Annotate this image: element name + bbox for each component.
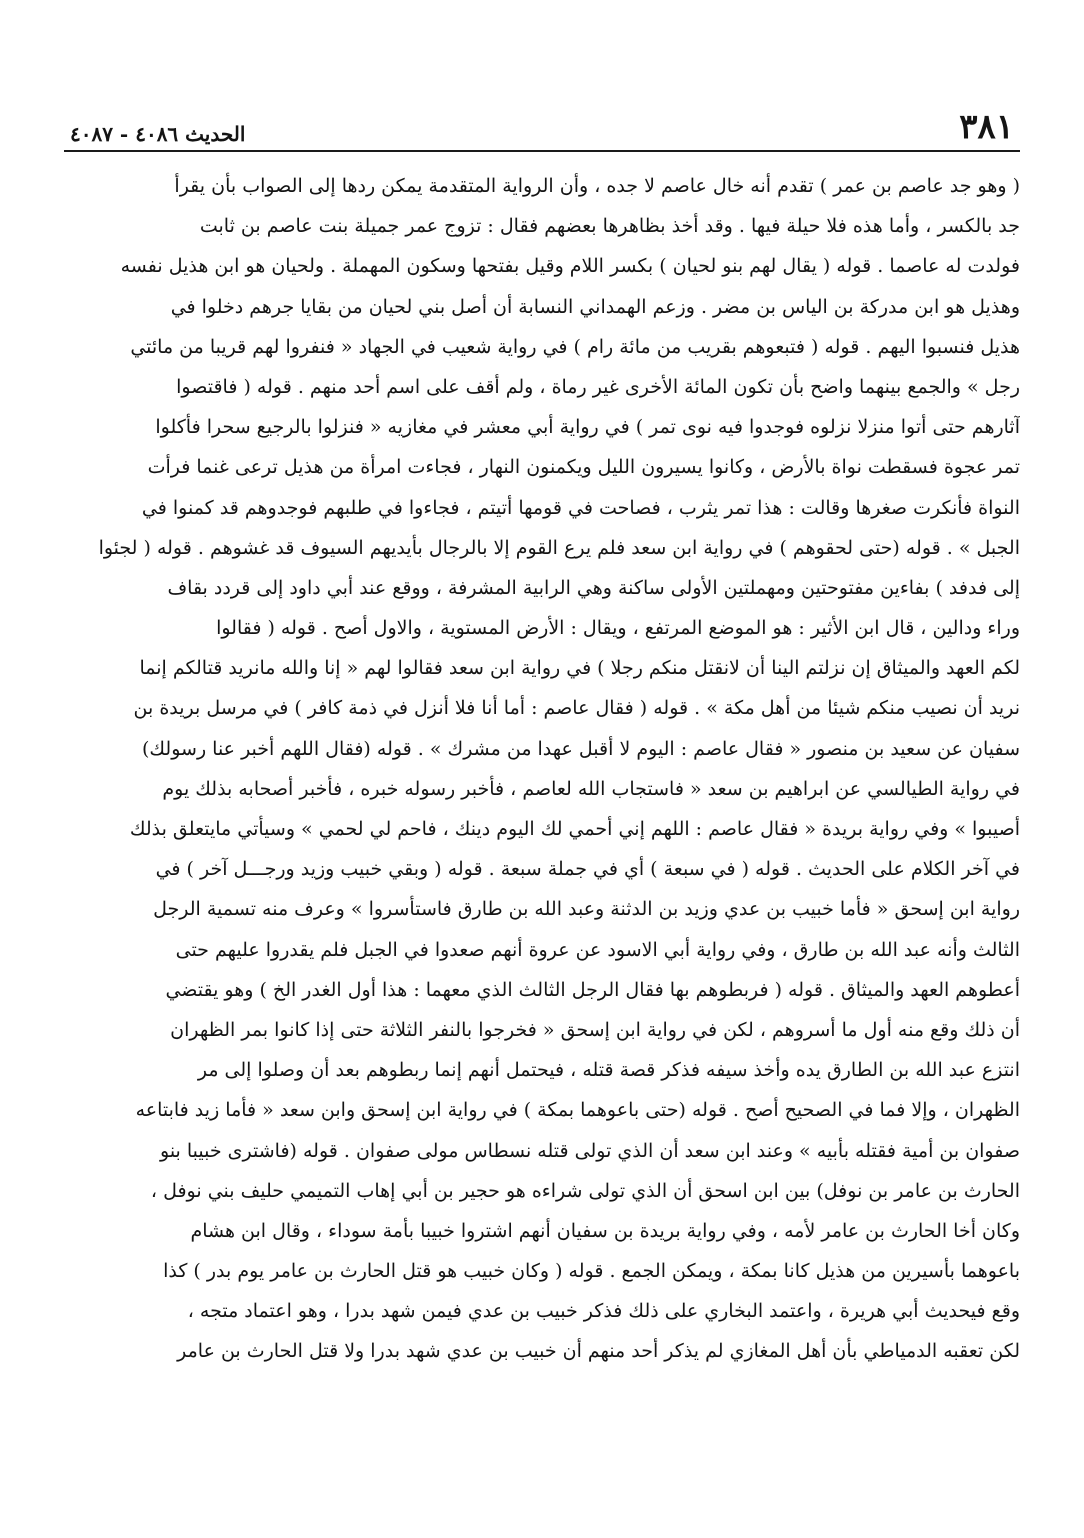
text-line: وهذيل هو ابن مدركة بن الياس بن مضر . وزعم الهمداني النسابة أن أصل بني لحيان من بقايا جرهم دخلوا في xyxy=(170,295,1020,318)
page-number: ٣٨١ xyxy=(959,107,1014,147)
text-line: آثارهم حتى أتوا منزلا نزلوه فوجدوا فيه نوى تمر ) في رواية أبي معشر في مغازيه « فنزلوا بالرجيع سحرا فأكلوا xyxy=(155,416,1020,439)
text-line: أعطوهم العهد والميثاق . قوله ( فربطوهم بها فقال الرجل الثالث الذي معهما : هذا أول الغدر الخ ) وهو يقتضي xyxy=(165,978,1020,1001)
text-line: رجل » والجمع بينهما واضح بأن تكون المائة الأخرى غير رماة ، ولم أقف على اسم أحد منهم . قوله ( فاقتصوا xyxy=(176,375,1020,398)
text-line: أصيبوا » وفي رواية بريدة « فقال عاصم : اللهم إني أحمي لك اليوم دينك ، فاحم لي لحمي » وسيأتي مايتعلق بذلك xyxy=(129,818,1020,840)
text-line: وقع فيحديث أبي هريرة ، واعتمد البخاري على ذلك فذكر خبيب بن عدي فيمن شهد بدرا ، وهو اعتماد متجه ، xyxy=(187,1300,1020,1323)
text-line: في رواية الطيالسي عن ابراهيم بن سعد « فاستجاب الله لعاصم ، فأخبر رسوله خبره ، فأخبر أصحابه بذلك يوم xyxy=(162,777,1020,800)
text-line: تمر عجوة فسقطت نواة بالأرض ، وكانوا يسيرون الليل ويكمنون النهار ، فجاءت امرأة من هذيل ترعى غنما فرأت xyxy=(147,456,1020,479)
text-line: الحارث بن عامر بن نوفل) بين ابن اسحق أن الذي تولى شراءه هو حجير بن أبي إهاب التميمي حليف بني نوفل ، xyxy=(150,1179,1020,1202)
text-line: انتزع عبد الله بن الطارق يده وأخذ سيفه فذكر قصة قتله ، فيحتمل أنهم إنما ربطوهم بعد أن وصلوا إلى مر xyxy=(197,1059,1020,1082)
text-line: الثالث وأنه عبد الله بن طارق ، وفي رواية أبي الاسود عن عروة أنهم صعدوا في الجبل فلم يقدروا عليهم حتى xyxy=(175,938,1020,961)
text-line: فولدت له عاصما . قوله ( يقال لهم بنو لحيان ) بكسر اللام وقيل بفتحها وسكون المهملة . ولحيان هو ابن هذيل نفسه xyxy=(120,255,1020,278)
page-header xyxy=(64,96,1020,152)
text-line: إلى فدفد ) بفاءين مفتوحتين ومهملتين الأولى ساكنة وهي الرابية المشرفة ، ووقع عند أبي داود إلى قردد بقاف xyxy=(167,576,1020,599)
text-line: في آخر الكلام على الحديث . قوله ( في سبعة ) أي في جملة سبعة . قوله ( وبقي خبيب وزيد ورجـــل آخر ) في xyxy=(155,858,1020,881)
running-title: الحديث ٤٠٨٦ - ٤٠٨٧ xyxy=(70,122,246,146)
text-line: ( وهو جد عاصم بن عمر ) تقدم أنه خال عاصم لا جده ، وأن الرواية المتقدمة يمكن ردها إلى الصواب بأن يقرأ xyxy=(174,175,1020,197)
text-line: رواية ابن إسحق « فأما خبيب بن عدي وزيد بن الدثنة وعبد الله بن طارق فاستأسروا » وعرف منه تسمية الرجل xyxy=(153,898,1020,921)
text-line: لكن تعقبه الدمياطي بأن أهل المغازي لم يذكر أحد منهم أن خبيب بن عدي شهد بدرا ولا قتل الحارث بن عامر xyxy=(177,1340,1020,1363)
text-line: أن ذلك وقع منه أول ما أسروهم ، لكن في رواية ابن إسحق « فخرجوا بالنفر الثلاثة حتى إذا كانوا بمر الظهران xyxy=(170,1018,1020,1041)
text-line: وكان أخا الحارث بن عامر لأمه ، وفي رواية بريدة بن سفيان أنهم اشتروا خبيبا بأمة سوداء ، وقال ابن هشام xyxy=(190,1219,1020,1242)
text-line: هذيل فنسبوا اليهم . قوله ( فتبعوهم بقريب من مائة رام ) في رواية شعيب في الجهاد « فنفروا لهم قريبا من مائتي xyxy=(130,335,1020,358)
text-line: سفيان عن سعيد بن منصور « فقال عاصم : اليوم لا أقبل عهدا من مشرك » . قوله (فقال اللهم أخبر عنا رسولك) xyxy=(142,737,1020,760)
body-text xyxy=(64,166,1020,1372)
text-line: الظهران ، وإلا فما في الصحيح أصح . قوله (حتى باعوهما بمكة ) في رواية ابن إسحق وابن سعد « فأما زيد فابتاعه xyxy=(135,1099,1020,1122)
text-line: لكم العهد والميثاق إن نزلتم الينا أن لانقتل منكم رجلا ) في رواية ابن سعد فقالوا لهم « إنا والله مانريد قتالكم إنما xyxy=(139,657,1020,680)
text-line: جد بالكسر ، وأما هذه فلا حيلة فيها . وقد أخذ بظاهرها بعضهم فقال : تزوج عمر جميلة بنت عاصم بن ثابت xyxy=(199,215,1020,238)
text-line: نريد أن نصيب منكم شيئا من أهل مكة » . قوله ( فقال عاصم : أما أنا فلا أنزل في ذمة كافر ) في مرسل بريدة بن xyxy=(133,697,1020,720)
text-line: صفوان بن أمية فقتله بأبيه » وعند ابن سعد أن الذي تولى قتله نسطاس مولى صفوان . قوله (فاشترى خبيبا بنو xyxy=(160,1139,1020,1162)
text-line: الجبل » . قوله (حتى لحقوهم ) في رواية ابن سعد فلم يرع القوم إلا بالرجال بأيديهم السيوف قد غشوهم . قوله ( لجئوا xyxy=(98,536,1020,559)
text-line: النواة فأنكرت صغرها وقالت : هذا تمر يثرب ، فصاحت في قومها أتيتم ، فجاءوا في طلبهم فوجدوهم قد كمنوا في xyxy=(141,496,1020,519)
text-line: وراء ودالين ، قال ابن الأثير : هو الموضع المرتفع ، ويقال : الأرض المستوية ، والاول أصح . قوله ( فقالوا xyxy=(216,617,1020,640)
text-line: باعوهما بأسيرين من هذيل كانا بمكة ، ويمكن الجمع . قوله ( وكان خبيب هو قتل الحارث بن عامر يوم بدر ) كذا xyxy=(163,1260,1020,1283)
